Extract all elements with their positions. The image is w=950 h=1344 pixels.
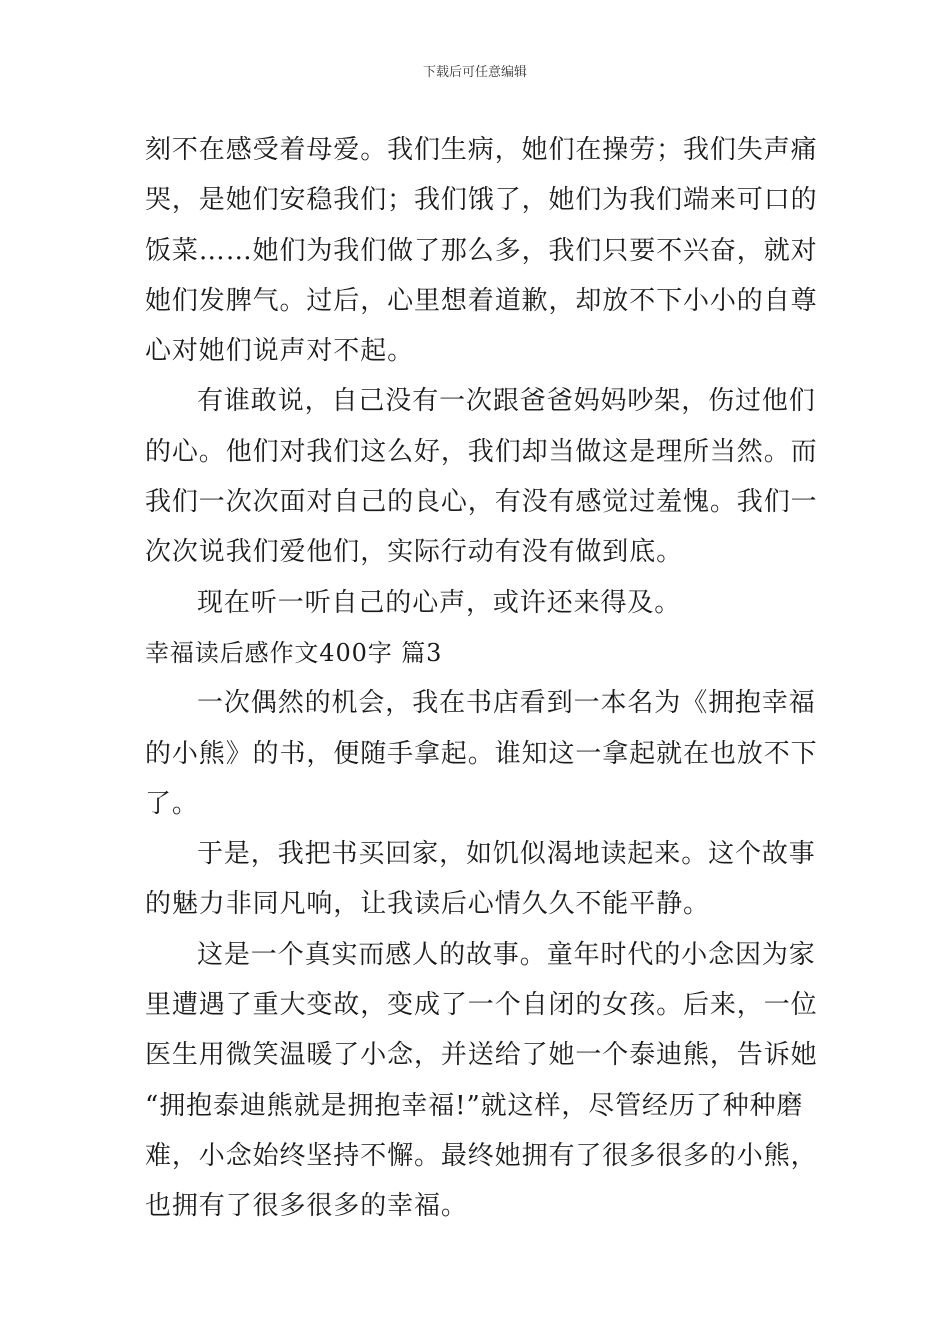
text-line: 饭菜……她们为我们做了那么多，我们只要不兴奋，就对: [145, 235, 818, 266]
text-line: 我们一次次面对自己的良心，有没有感觉过羞愧。我们一: [145, 487, 818, 518]
paragraph: [145, 125, 818, 376]
paragraph: [145, 930, 818, 1232]
text-line: 的小熊》的书，便随手拿起。谁知这一拿起就在也放不下: [145, 738, 818, 769]
text-line: 难，小念始终坚持不懈。最终她拥有了很多很多的小熊，: [145, 1140, 818, 1171]
text-line: 刻不在感受着母爱。我们生病，她们在操劳；我们失声痛: [145, 135, 818, 165]
text-line: 现在听一听自己的心声，或许还来得及。: [197, 587, 682, 618]
text-line: 哭，是她们安稳我们；我们饿了，她们为我们端来可口的: [145, 185, 818, 216]
text-line: 心对她们说声对不起。: [145, 336, 415, 367]
document-body: [145, 125, 818, 1232]
paragraph: [145, 578, 810, 628]
text-line: 次次说我们爱他们，实际行动有没有做到底。: [145, 537, 684, 568]
text-line: 她们发脾气。过后，心里想着道歉，却放不下小小的自尊: [145, 285, 818, 316]
text-line: 的心。他们对我们这么好，我们却当做这是理所当然。而: [145, 436, 818, 467]
text-line: 的魅力非同凡响，让我读后心情久久不能平静。: [145, 889, 710, 920]
paragraph: [145, 678, 818, 829]
section-title: 幸福读后感作文400字 篇3: [145, 638, 443, 667]
paragraph: [145, 829, 816, 930]
text-line: 一次偶然的机会，我在书店看到一本名为《拥抱幸福: [197, 688, 816, 719]
text-line: 有谁敢说，自己没有一次跟爸爸妈妈吵架，伤过他们: [197, 386, 816, 417]
paragraph: [145, 376, 818, 577]
text-line: 这是一个真实而感人的故事。童年时代的小念因为家: [197, 939, 816, 970]
text-line: 里遭遇了重大变故，变成了一个自闭的女孩。后来，一位: [145, 990, 818, 1021]
text-line: 了。: [145, 788, 199, 819]
page-header: 下载后可任意编辑: [422, 65, 527, 80]
text-line: “拥抱泰迪熊就是拥抱幸福!”就这样，尽管经历了种种磨: [145, 1090, 804, 1121]
text-line: 也拥有了很多很多的幸福。: [145, 1191, 468, 1222]
text-line: 医生用微笑温暖了小念，并送给了她一个泰迪熊，告诉她: [145, 1040, 818, 1071]
text-line: 于是，我把书买回家，如饥似渴地读起来。这个故事: [197, 839, 816, 870]
